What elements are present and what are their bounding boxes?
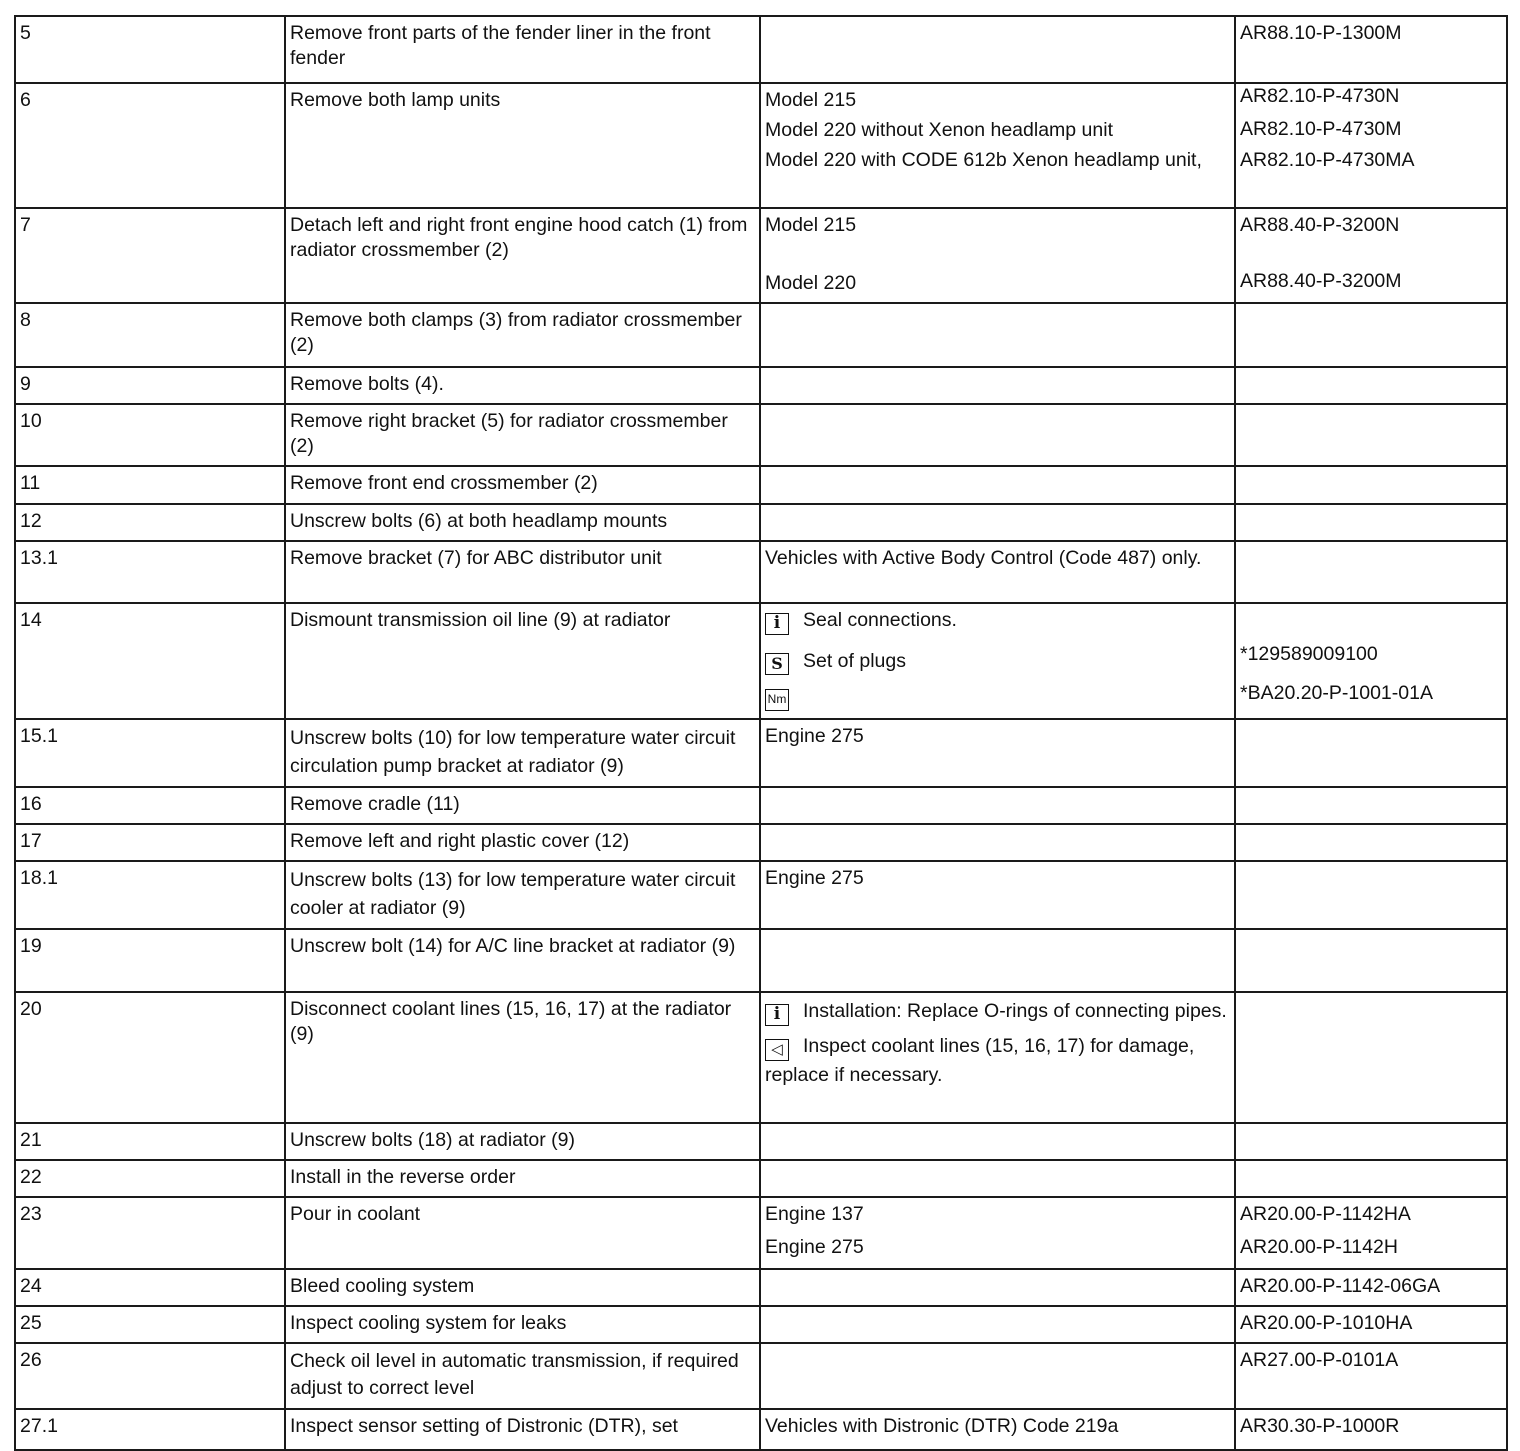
step-action: Inspect cooling system for leaks bbox=[285, 1306, 760, 1343]
step-number: 23 bbox=[15, 1197, 285, 1269]
table-row bbox=[15, 367, 1507, 404]
step-refs bbox=[1235, 1269, 1507, 1306]
step-refs bbox=[1235, 303, 1507, 367]
note-line bbox=[765, 997, 1228, 1026]
procedure-table bbox=[14, 15, 1508, 1451]
step-action: Remove left and right plastic cover (12) bbox=[285, 824, 760, 861]
note-text: Model 220 without Xenon headlamp unit bbox=[765, 119, 1113, 141]
step-action: Unscrew bolts (18) at radiator (9) bbox=[285, 1123, 760, 1160]
step-action: Remove right bracket (5) for radiator crossmember (2) bbox=[285, 404, 760, 466]
note-text: Model 215 bbox=[765, 214, 857, 236]
step-action: Unscrew bolts (10) for low temperature water circuit circulation pump bracket at radiator (9) bbox=[285, 719, 760, 787]
inspect-icon: ◁ bbox=[765, 1039, 789, 1061]
step-notes bbox=[760, 1343, 1235, 1409]
table-row bbox=[15, 992, 1507, 1123]
step-refs bbox=[1235, 824, 1507, 861]
step-number: 14 bbox=[15, 603, 285, 719]
note-text: Engine 137 bbox=[765, 1203, 864, 1225]
note-line bbox=[765, 1032, 1228, 1089]
step-notes: Engine 275 bbox=[760, 861, 1235, 929]
info-icon: i bbox=[765, 613, 789, 635]
step-notes bbox=[760, 208, 1235, 303]
note-text: Model 220 bbox=[765, 272, 857, 294]
step-action: Remove bolts (4). bbox=[285, 367, 760, 404]
step-action: Remove bracket (7) for ABC distributor unit bbox=[285, 541, 760, 603]
step-refs bbox=[1235, 861, 1507, 929]
step-notes bbox=[760, 466, 1235, 504]
step-notes bbox=[760, 367, 1235, 404]
step-number: 6 bbox=[15, 83, 285, 208]
step-notes bbox=[760, 1197, 1235, 1269]
step-notes bbox=[760, 303, 1235, 367]
table-row bbox=[15, 466, 1507, 504]
ref-link[interactable]: *129589009100 bbox=[1240, 643, 1378, 665]
table-row bbox=[15, 1160, 1507, 1197]
step-refs bbox=[1235, 367, 1507, 404]
table-row bbox=[15, 787, 1507, 824]
step-refs bbox=[1235, 1197, 1507, 1269]
step-refs bbox=[1235, 541, 1507, 603]
step-action: Disconnect coolant lines (15, 16, 17) at the radiator (9) bbox=[285, 992, 760, 1123]
step-notes bbox=[760, 992, 1235, 1123]
step-number: 12 bbox=[15, 504, 285, 541]
step-action: Pour in coolant bbox=[285, 1197, 760, 1269]
note-text: Inspect coolant lines (15, 16, 17) for damage, replace if necessary. bbox=[765, 1035, 1195, 1086]
step-notes bbox=[760, 824, 1235, 861]
table-row bbox=[15, 16, 1507, 83]
step-action: Unscrew bolts (6) at both headlamp mounts bbox=[285, 504, 760, 541]
note-text: Model 220 with CODE 612b Xenon headlamp unit, bbox=[765, 149, 1202, 171]
step-refs bbox=[1235, 1306, 1507, 1343]
step-number: 22 bbox=[15, 1160, 285, 1197]
step-number: 5 bbox=[15, 16, 285, 83]
table-row bbox=[15, 208, 1507, 303]
ref-link[interactable]: AR27.00-P-0101A bbox=[1240, 1349, 1399, 1371]
ref-link[interactable]: AR82.10-P-4730N bbox=[1240, 85, 1400, 107]
step-refs bbox=[1235, 1123, 1507, 1160]
table-row bbox=[15, 504, 1507, 541]
ref-link[interactable]: AR88.40-P-3200N bbox=[1240, 214, 1400, 236]
ref-link[interactable]: AR30.30-P-1000R bbox=[1240, 1415, 1400, 1437]
step-notes bbox=[760, 929, 1235, 992]
note-text: Model 215 bbox=[765, 89, 857, 111]
step-notes bbox=[760, 16, 1235, 83]
step-refs bbox=[1235, 1343, 1507, 1409]
table-row bbox=[15, 861, 1507, 929]
ref-link[interactable]: AR88.10-P-1300M bbox=[1240, 22, 1402, 44]
step-number: 15.1 bbox=[15, 719, 285, 787]
step-action: Install in the reverse order bbox=[285, 1160, 760, 1197]
ref-link[interactable]: AR20.00-P-1142-06GA bbox=[1240, 1275, 1441, 1297]
special-tool-icon: S bbox=[765, 653, 789, 675]
step-action: Check oil level in automatic transmission, if required adjust to correct level bbox=[285, 1343, 760, 1409]
ref-link[interactable]: AR20.00-P-1142HA bbox=[1240, 1203, 1411, 1225]
ref-link[interactable]: AR20.00-P-1142H bbox=[1240, 1236, 1398, 1258]
step-number: 9 bbox=[15, 367, 285, 404]
table-row bbox=[15, 541, 1507, 603]
action-text: Remove both lamp units bbox=[290, 89, 501, 111]
step-number: 7 bbox=[15, 208, 285, 303]
step-refs bbox=[1235, 504, 1507, 541]
note-text: Seal connections. bbox=[803, 609, 957, 631]
table-row bbox=[15, 1123, 1507, 1160]
step-action bbox=[285, 83, 760, 208]
step-notes bbox=[760, 787, 1235, 824]
step-refs bbox=[1235, 603, 1507, 719]
step-notes bbox=[760, 83, 1235, 208]
ref-link[interactable]: AR20.00-P-1010HA bbox=[1240, 1312, 1413, 1334]
ref-link[interactable]: AR82.10-P-4730MA bbox=[1240, 149, 1415, 171]
step-number: 16 bbox=[15, 787, 285, 824]
table-row bbox=[15, 719, 1507, 787]
step-number: 26 bbox=[15, 1343, 285, 1409]
step-refs bbox=[1235, 929, 1507, 992]
step-notes bbox=[760, 1160, 1235, 1197]
step-number: 19 bbox=[15, 929, 285, 992]
step-number: 24 bbox=[15, 1269, 285, 1306]
step-refs bbox=[1235, 719, 1507, 787]
ref-link[interactable]: AR88.40-P-3200M bbox=[1240, 270, 1402, 292]
step-action: Remove both clamps (3) from radiator crossmember (2) bbox=[285, 303, 760, 367]
step-action: Dismount transmission oil line (9) at radiator bbox=[285, 603, 760, 719]
step-action: Unscrew bolts (13) for low temperature water circuit cooler at radiator (9) bbox=[285, 861, 760, 929]
table-row bbox=[15, 83, 1507, 208]
step-notes: Vehicles with Distronic (DTR) Code 219a bbox=[760, 1409, 1235, 1450]
step-notes bbox=[760, 1269, 1235, 1306]
step-number: 17 bbox=[15, 824, 285, 861]
note-text: Set of plugs bbox=[803, 650, 906, 672]
step-refs bbox=[1235, 404, 1507, 466]
step-number: 25 bbox=[15, 1306, 285, 1343]
table-row bbox=[15, 929, 1507, 992]
step-notes bbox=[760, 504, 1235, 541]
table-row bbox=[15, 1269, 1507, 1306]
step-number: 11 bbox=[15, 466, 285, 504]
step-number: 10 bbox=[15, 404, 285, 466]
step-number: 13.1 bbox=[15, 541, 285, 603]
step-notes bbox=[760, 1123, 1235, 1160]
step-action: Unscrew bolt (14) for A/C line bracket at radiator (9) bbox=[285, 929, 760, 992]
step-number: 8 bbox=[15, 303, 285, 367]
step-number: 20 bbox=[15, 992, 285, 1123]
note-line bbox=[765, 608, 1228, 635]
step-notes bbox=[760, 1306, 1235, 1343]
step-action: Remove front end crossmember (2) bbox=[285, 466, 760, 504]
step-number: 18.1 bbox=[15, 861, 285, 929]
step-notes bbox=[760, 404, 1235, 466]
table-row bbox=[15, 824, 1507, 861]
table-row bbox=[15, 1197, 1507, 1269]
step-number: 27.1 bbox=[15, 1409, 285, 1450]
step-refs bbox=[1235, 992, 1507, 1123]
ref-link[interactable]: *BA20.20-P-1001-01A bbox=[1240, 682, 1433, 704]
step-refs bbox=[1235, 466, 1507, 504]
note-line bbox=[765, 683, 1228, 711]
step-notes: Engine 275 bbox=[760, 719, 1235, 787]
step-action: Inspect sensor setting of Distronic (DTR), set bbox=[285, 1409, 760, 1450]
step-refs bbox=[1235, 208, 1507, 303]
step-refs bbox=[1235, 83, 1507, 208]
step-refs bbox=[1235, 787, 1507, 824]
step-notes: Vehicles with Active Body Control (Code 487) only. bbox=[760, 541, 1235, 603]
step-action: Remove cradle (11) bbox=[285, 787, 760, 824]
table-row bbox=[15, 1343, 1507, 1409]
step-action: Bleed cooling system bbox=[285, 1269, 760, 1306]
info-icon: i bbox=[765, 1004, 789, 1026]
ref-link[interactable]: AR82.10-P-4730M bbox=[1240, 118, 1402, 140]
step-number: 21 bbox=[15, 1123, 285, 1160]
step-refs bbox=[1235, 16, 1507, 83]
table-row bbox=[15, 303, 1507, 367]
note-text: Engine 275 bbox=[765, 1236, 864, 1258]
table-row bbox=[15, 1306, 1507, 1343]
table-row bbox=[15, 404, 1507, 466]
table-row bbox=[15, 603, 1507, 719]
step-refs bbox=[1235, 1160, 1507, 1197]
torque-nm-icon: Nm bbox=[765, 689, 789, 711]
step-action: Detach left and right front engine hood catch (1) from radiator crossmember (2) bbox=[285, 208, 760, 303]
step-notes bbox=[760, 603, 1235, 719]
note-line bbox=[765, 649, 1228, 675]
step-action: Remove front parts of the fender liner in the front fender bbox=[285, 16, 760, 83]
note-text: Installation: Replace O-rings of connecting pipes. bbox=[803, 1000, 1227, 1022]
